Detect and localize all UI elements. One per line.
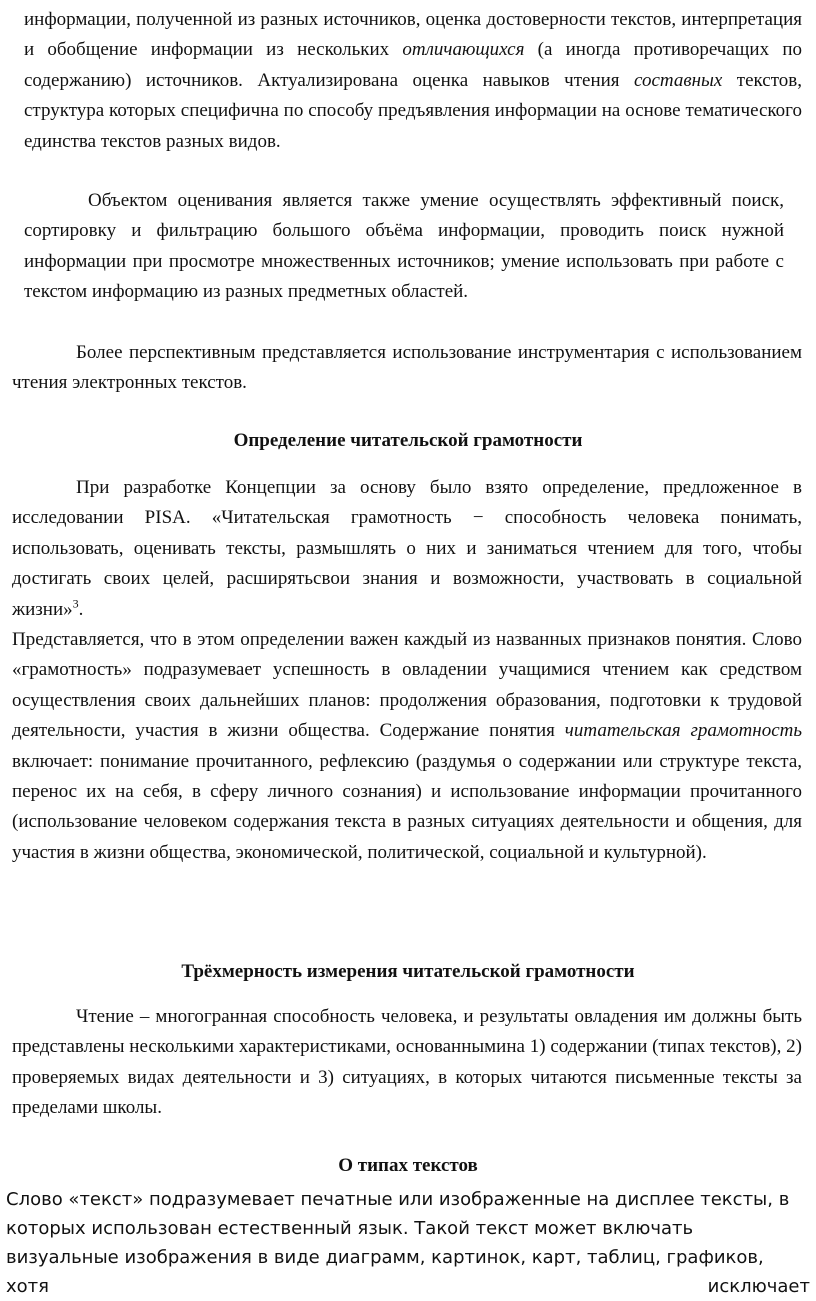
emphasis-composite: составных — [634, 69, 723, 91]
heading-reading-literacy-definition: Определение читательской грамотности — [233, 430, 583, 451]
heading-text-types: О типах текстов — [338, 1155, 478, 1176]
paragraph-7: Слово «текст» подразумевает печатные или изображенные на дисплее тексты, в которых использован естественный язык. Такой текст может включать визуальные изображения в виде диаграмм, картинок, карт, таблиц, графиков, хотя исключает — [6, 1189, 810, 1297]
paragraph-5: Представляется, что в этом определении важен каждый из названных признаков понятия. Слово «грамотность» подразумевает успешность в овладении учащимися чтением как средством осуществления своих дальнейших планов: продолжения образования, подготовки к трудовой деятельности, участия в жизни общества. Содержание понятия читательская грамотность включает: понимание прочитанного, рефлексию (раздумья о содержании или структуре текста, перенос их на себя, в сферу личного сознания) и использование информации прочитанного (использование человеком содержания текста в разных ситуациях деятельности и общения, для участия в жизни общества, экономической, политической, социальной и культурной). — [12, 629, 802, 863]
paragraph-3: Более перспективным представляется использование инструментария с использованием чтения электронных текстов. — [12, 342, 802, 394]
paragraph-1: информации, полученной из разных источников, оценка достоверности текстов, интерпретация и обобщение информации из нескольких отличающихся (а иногда противоречащих по содержанию) источников. Актуализирована оценка навыков чтения составных текстов, структура которых специфична по способу предъявления информации на основе тематического единства текстов разных видов. — [24, 9, 802, 152]
heading-three-dimensionality: Трёхмерность измерения читательской грамотности — [181, 961, 635, 982]
emphasis-different: отличающихся — [402, 39, 525, 61]
emphasis-reading-literacy: читательская грамотность — [564, 720, 802, 742]
paragraph-6: Чтение – многогранная способность человека, и результаты овладения им должны быть представлены несколькими характеристиками, основаннымина 1) содержании (типах текстов), 2) проверяемых видах деятельности и 3) ситуациях, в которых читаются письменные тексты за пределами школы. — [12, 1006, 802, 1119]
paragraph-2: Объектом оценивания является также умение осуществлять эффективный поиск, сортировку и фильтрацию большого объёма информации, проводить поиск нужной информации при просмотре множественных источников; умение использовать при работе с текстом информацию из разных предметных областей. — [24, 190, 784, 303]
paragraph-4: При разработке Концепции за основу было взято определение, предложенное в исследовании PISA. «Читательская грамотность − способность человека понимать, использовать, оценивать тексты, размышлять о них и заниматься чтением для того, чтобы достигать своих целей, расширятьсвои знания и возможности, участвовать в социальной жизни»$^3$. — [12, 477, 802, 620]
footnote-ref[interactable]: 3 — [72, 596, 79, 611]
